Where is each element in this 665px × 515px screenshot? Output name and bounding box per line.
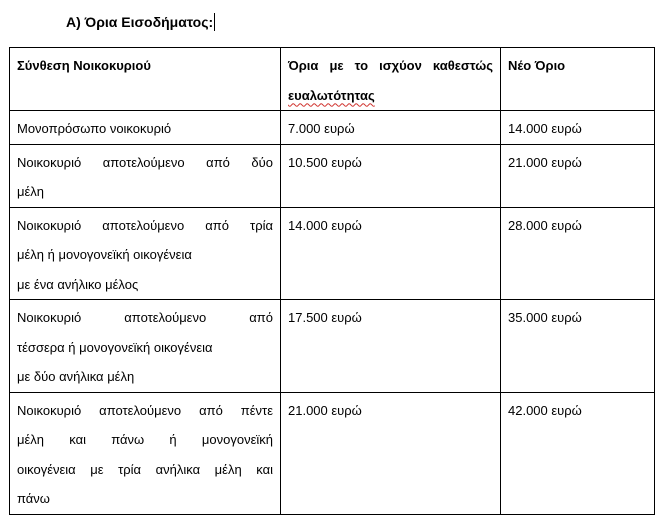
current-limit-cell: 21.000 ευρώ <box>281 392 501 514</box>
new-limit-cell: 42.000 ευρώ <box>501 392 655 514</box>
household-cell: Νοικοκυριό αποτελούμενο από τρία μέλη ή μονογονεϊκή οικογένεια με ένα ανήλικο μέλος <box>10 207 281 300</box>
new-limit-cell: 14.000 ευρώ <box>501 111 655 145</box>
table-row <box>10 144 655 207</box>
table-row <box>10 392 655 514</box>
table-row <box>10 207 655 300</box>
table-row <box>10 300 655 393</box>
section-heading <box>66 12 215 32</box>
new-limit-cell: 28.000 ευρώ <box>501 207 655 300</box>
table-header-row <box>10 48 655 111</box>
table-row <box>10 111 655 145</box>
current-limit-cell: 10.500 ευρώ <box>281 144 501 207</box>
header-new-limit: Νέο Όριο <box>501 48 655 111</box>
current-limit-cell: 17.500 ευρώ <box>281 300 501 393</box>
header-household-composition: Σύνθεση Νοικοκυριού <box>10 48 281 111</box>
header-current-limit-line1: Όρια με το ισχύον καθεστώς <box>288 58 493 73</box>
household-cell: Μονοπρόσωπο νοικοκυριό <box>10 111 281 145</box>
new-limit-cell: 21.000 ευρώ <box>501 144 655 207</box>
new-limit-cell: 35.000 ευρώ <box>501 300 655 393</box>
income-limits-table <box>9 47 655 515</box>
section-heading-text: Α) Όρια Εισοδήματος: <box>66 14 214 30</box>
current-limit-cell: 7.000 ευρώ <box>281 111 501 145</box>
header-current-limit <box>281 48 501 111</box>
household-cell: Νοικοκυριό αποτελούμενο από δύο μέλη <box>10 144 281 207</box>
household-cell: Νοικοκυριό αποτελούμενο από πέντε μέλη και πάνω ή μονογονεϊκή οικογένεια με τρία ανήλικα μέλη και πάνω <box>10 392 281 514</box>
household-cell: Νοικοκυριό αποτελούμενο από τέσσερα ή μονογονεϊκή οικογένεια με δύο ανήλικα μέλη <box>10 300 281 393</box>
text-cursor <box>214 13 215 31</box>
header-current-limit-line2: ευαλωτότητας <box>288 87 375 103</box>
current-limit-cell: 14.000 ευρώ <box>281 207 501 300</box>
